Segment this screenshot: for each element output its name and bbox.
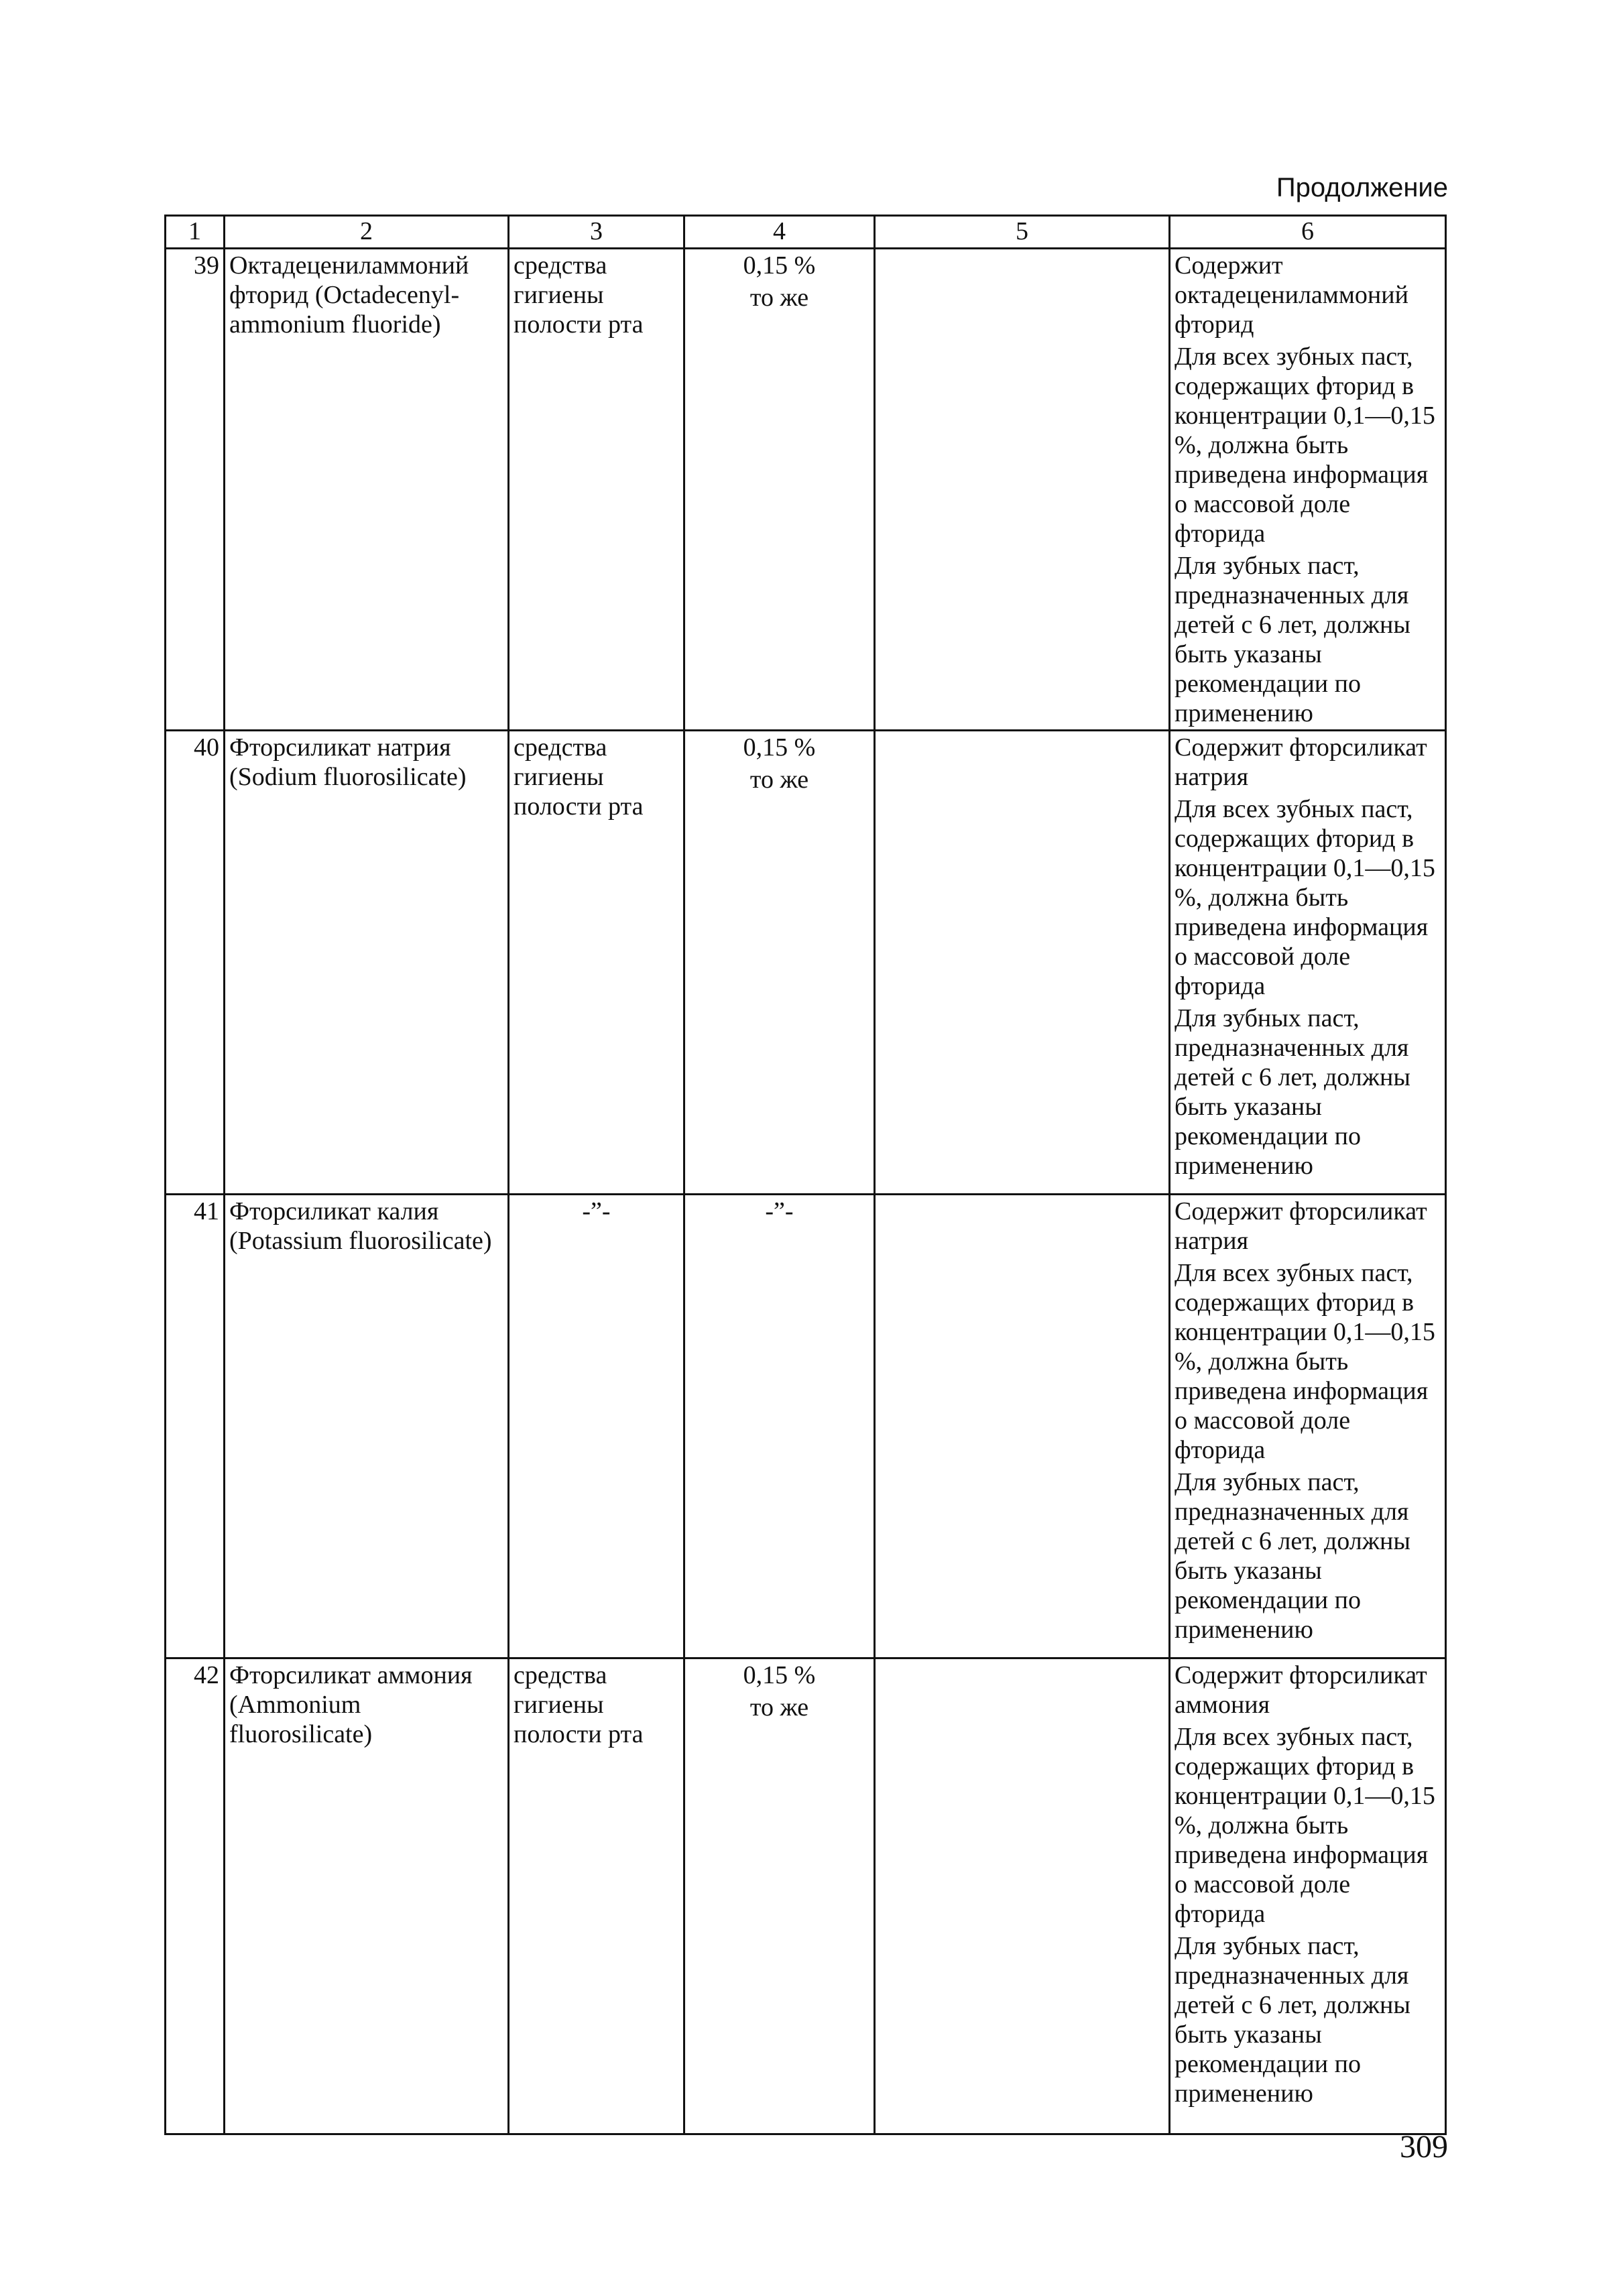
row-number: 42	[166, 1658, 225, 2134]
max-concentration	[684, 1658, 875, 2134]
label-note: Для зубных паст, предназначенных для детей с 6 лет, должны быть указаны рекомендации по применению	[1175, 1468, 1410, 1644]
table-row	[166, 249, 1446, 731]
restrictions-cell	[875, 731, 1170, 1195]
max-concentration	[684, 249, 875, 731]
table-row	[166, 731, 1446, 1195]
label-note: Содержит октадецениламмоний фторид	[1175, 251, 1408, 339]
continuation-label: Продолжение	[1276, 173, 1448, 202]
column-header: 6	[1170, 216, 1446, 249]
concentration-value: 0,15 %	[743, 1661, 816, 1689]
restrictions-cell	[875, 1195, 1170, 1658]
substance-name: Фторсиликат аммония (Ammonium fluorosilicate)	[225, 1658, 509, 2134]
concentration-ditto: то же	[749, 284, 809, 312]
application-area: средства гигиены полости рта	[509, 1658, 684, 2134]
label-note: Содержит фторсиликат натрия	[1175, 1197, 1427, 1255]
label-note: Для зубных паст, предназначенных для детей с 6 лет, должны быть указаны рекомендации по применению	[1175, 1932, 1410, 2108]
label-note: Для зубных паст, предназначенных для детей с 6 лет, должны быть указаны рекомендации по применению	[1175, 552, 1410, 727]
substance-name: Фторсиликат калия (Potassium fluorosilicate)	[225, 1195, 509, 1658]
concentration-ditto: то же	[749, 1693, 809, 1721]
label-note: Для зубных паст, предназначенных для детей с 6 лет, должны быть указаны рекомендации по применению	[1175, 1004, 1410, 1180]
row-number: 40	[166, 731, 225, 1195]
table-row	[166, 1658, 1446, 2134]
application-area: средства гигиены полости рта	[509, 731, 684, 1195]
page-number: 309	[1400, 2129, 1448, 2165]
label-requirements	[1170, 249, 1446, 731]
label-note: Для всех зубных паст, содержащих фторид в концентрации 0,1—0,15 %, должна быть приведена информация о массовой доле фторида	[1175, 795, 1435, 1000]
concentration-value: 0,15 %	[743, 733, 816, 762]
column-header: 4	[684, 216, 875, 249]
column-header: 3	[509, 216, 684, 249]
column-header: 2	[225, 216, 509, 249]
table-header-row	[166, 216, 1446, 249]
label-note: Для всех зубных паст, содержащих фторид в концентрации 0,1—0,15 %, должна быть приведена информация о массовой доле фторида	[1175, 1723, 1435, 1928]
concentration-ditto: то же	[749, 766, 809, 794]
restrictions-cell	[875, 249, 1170, 731]
concentration-value: -”-	[765, 1197, 794, 1225]
label-requirements	[1170, 1195, 1446, 1658]
regulation-table	[164, 215, 1447, 2135]
column-header: 1	[166, 216, 225, 249]
label-note: Содержит фторсиликат натрия	[1175, 733, 1427, 791]
restrictions-cell	[875, 1658, 1170, 2134]
row-number: 41	[166, 1195, 225, 1658]
substance-name: Октадецениламмоний фторид (Octadecenyl-ammonium fluoride)	[225, 249, 509, 731]
row-number: 39	[166, 249, 225, 731]
label-note: Для всех зубных паст, содержащих фторид в концентрации 0,1—0,15 %, должна быть приведена информация о массовой доле фторида	[1175, 1259, 1435, 1464]
max-concentration	[684, 731, 875, 1195]
application-area: -”-	[509, 1195, 684, 1658]
label-note: Содержит фторсиликат аммония	[1175, 1661, 1427, 1719]
max-concentration	[684, 1195, 875, 1658]
substance-name: Фторсиликат натрия (Sodium fluorosilicate)	[225, 731, 509, 1195]
label-requirements	[1170, 731, 1446, 1195]
label-note: Для всех зубных паст, содержащих фторид в концентрации 0,1—0,15 %, должна быть приведена информация о массовой доле фторида	[1175, 343, 1435, 548]
label-requirements	[1170, 1658, 1446, 2134]
table-row	[166, 1195, 1446, 1658]
column-header: 5	[875, 216, 1170, 249]
concentration-value: 0,15 %	[743, 251, 816, 280]
application-area: средства гигиены полости рта	[509, 249, 684, 731]
